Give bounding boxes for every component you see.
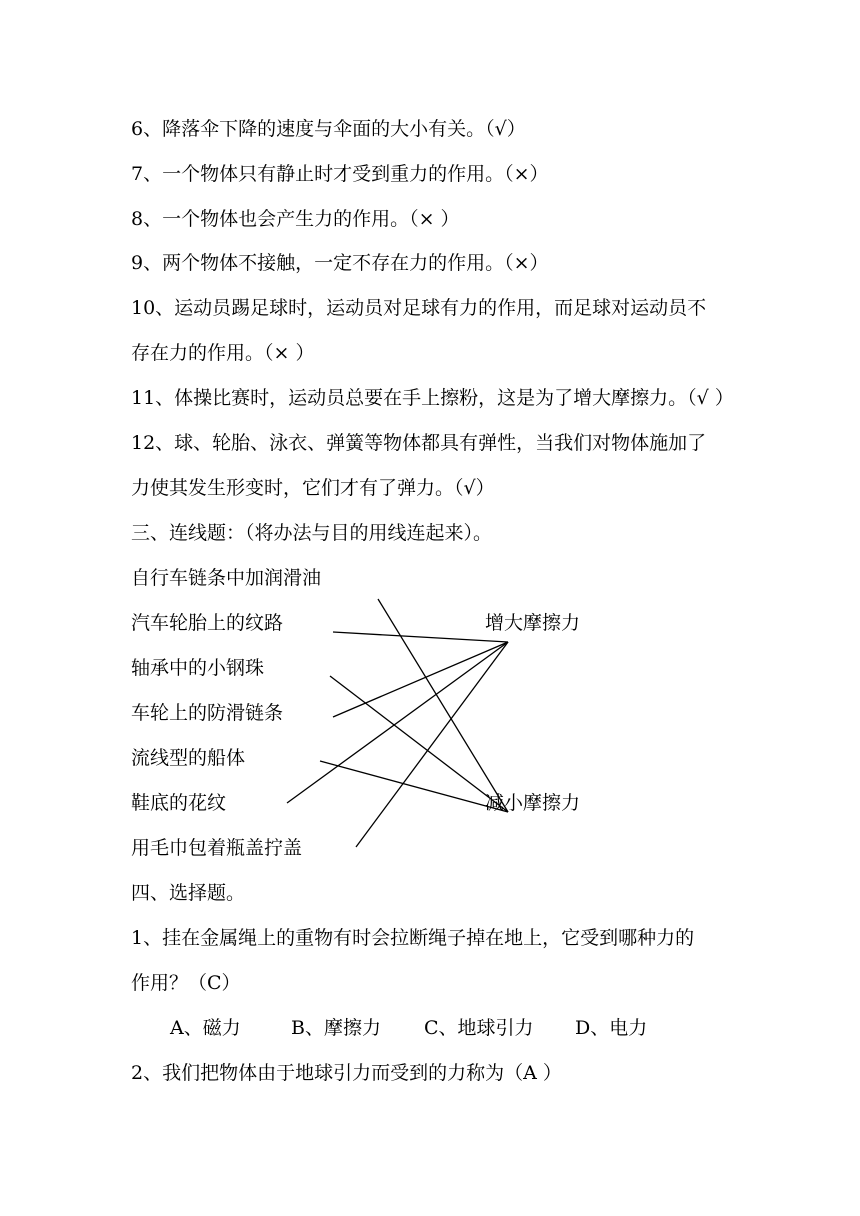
right-item-increase-friction: 增大摩擦力 — [485, 612, 581, 634]
question-1: 1、挂在金属绳上的重物有时会拉断绳子掉在地上，它受到哪种力的 — [131, 927, 695, 949]
judgment-item-10: 10、运动员踢足球时，运动员对足球有力的作用，而足球对运动员不 — [131, 297, 707, 319]
judgment-item-9: 9、两个物体不接触，一定不存在力的作用。（×） — [131, 252, 549, 274]
judgment-item-11: 11、体操比赛时，运动员总要在手上擦粉，这是为了增大摩擦力。（√ ） — [131, 387, 734, 409]
judgment-item-10-cont: 存在力的作用。（× ） — [131, 342, 315, 364]
option-d: D、电力 — [575, 1017, 648, 1039]
option-b: B、摩擦力 — [291, 1017, 381, 1039]
section-3-heading: 三、连线题：（将办法与目的用线连起来）。 — [131, 522, 493, 544]
left-item-lubricant: 自行车链条中加润滑油 — [131, 567, 322, 589]
match-line-tire-tread — [333, 632, 508, 642]
judgment-item-12-cont: 力使其发生形变时，它们才有了弹力。（√） — [131, 477, 495, 499]
left-item-snow-chain: 车轮上的防滑链条 — [131, 702, 284, 724]
left-item-shoe-sole: 鞋底的花纹 — [131, 792, 227, 814]
option-a: A、磁力 — [170, 1017, 241, 1039]
left-item-ball-bearing: 轴承中的小钢珠 — [131, 657, 265, 679]
option-c: C、地球引力 — [424, 1017, 534, 1039]
left-item-streamlined-hull: 流线型的船体 — [131, 747, 246, 769]
question-2: 2、我们把物体由于地球引力而受到的力称为（A ） — [131, 1062, 562, 1084]
judgment-item-8: 8、一个物体也会产生力的作用。（× ） — [131, 208, 460, 230]
right-item-decrease-friction: 减小摩擦力 — [485, 792, 581, 814]
question-1-cont: 作用？（C） — [131, 972, 241, 994]
left-item-tire-tread: 汽车轮胎上的纹路 — [131, 612, 284, 634]
left-item-towel-cap: 用毛巾包着瓶盖拧盖 — [131, 837, 303, 859]
match-line-ball-bearing — [330, 676, 508, 812]
match-line-shoe-sole — [287, 642, 508, 803]
match-line-towel-cap — [356, 642, 508, 847]
judgment-item-7: 7、一个物体只有静止时才受到重力的作用。（×） — [131, 163, 549, 185]
section-4-heading: 四、选择题。 — [131, 882, 246, 904]
match-line-lubricant — [378, 599, 508, 812]
judgment-item-6: 6、降落伞下降的速度与伞面的大小有关。（√） — [131, 118, 526, 140]
judgment-item-12: 12、球、轮胎、泳衣、弹簧等物体都具有弹性，当我们对物体施加了 — [131, 432, 707, 454]
